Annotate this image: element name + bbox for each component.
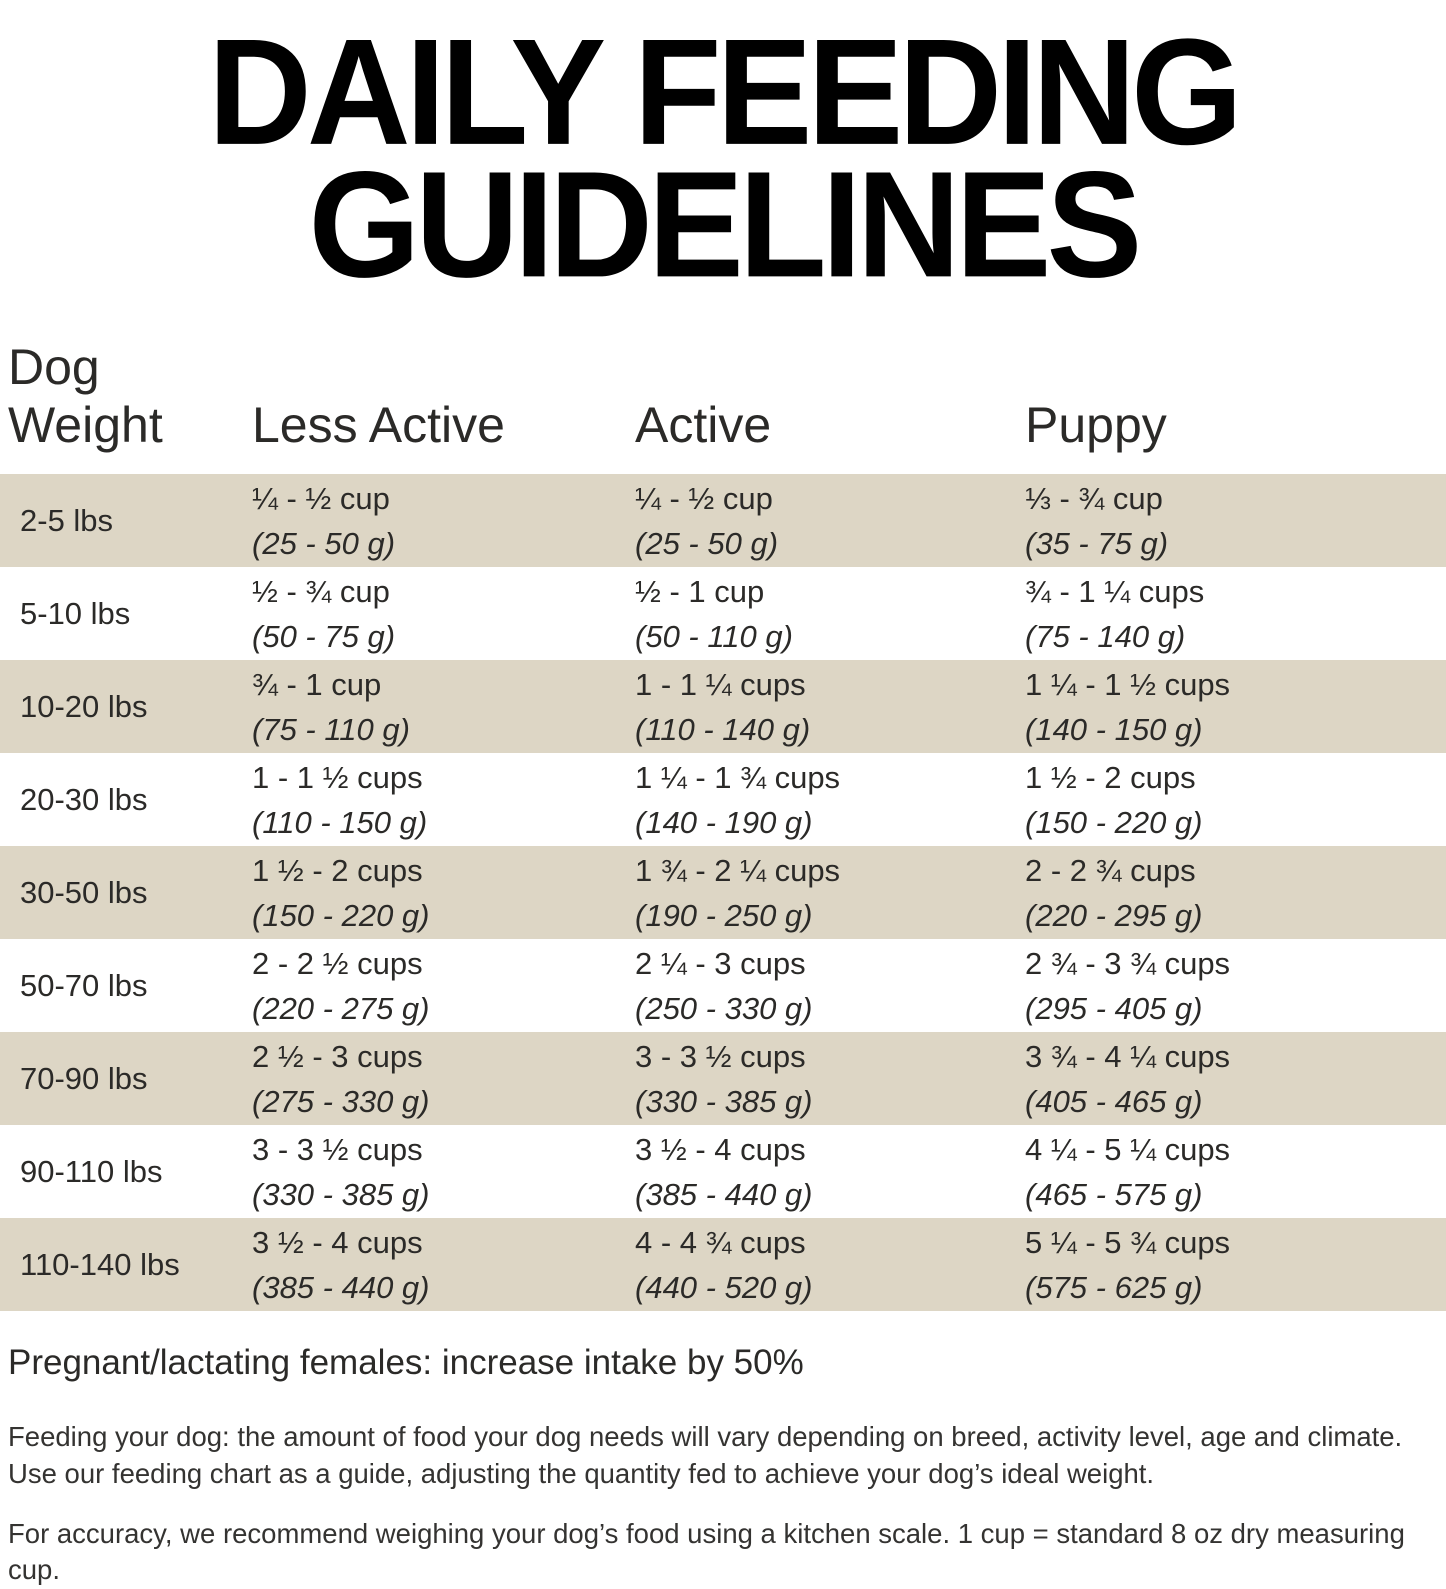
less-active-cell: [252, 941, 635, 1031]
less-active-cell: [252, 1034, 635, 1124]
active-grams: (440 - 520 g): [635, 1269, 813, 1305]
less-active-cups: 1 - 1 ½ cups: [252, 759, 423, 795]
active-cups: 3 - 3 ½ cups: [635, 1038, 806, 1074]
table-row: [0, 753, 1446, 846]
less-active-cups: ½ - ¾ cup: [252, 573, 390, 609]
table-row: [0, 567, 1446, 660]
table-row: [0, 1125, 1446, 1218]
active-cups: ¼ - ½ cup: [635, 480, 773, 516]
puppy-cups: 4 ¼ - 5 ¼ cups: [1025, 1131, 1231, 1167]
table-body: [0, 474, 1446, 1311]
active-grams: (330 - 385 g): [635, 1083, 813, 1119]
dog-weight-cell: 10-20 lbs: [20, 688, 148, 724]
less-active-grams: (220 - 275 g): [252, 990, 430, 1026]
feeding-note: Feeding your dog: the amount of food your dog needs will vary depending on breed, activity level, age and climate. Use our feeding chart as a guide, adjusting the quantity fed to achieve your dog’s ideal weight.: [8, 1421, 1403, 1489]
active-cups: 3 ½ - 4 cups: [635, 1131, 806, 1167]
less-active-grams: (275 - 330 g): [252, 1083, 430, 1119]
less-active-grams: (25 - 50 g): [252, 525, 396, 561]
puppy-grams: (575 - 625 g): [1025, 1269, 1203, 1305]
less-active-grams: (330 - 385 g): [252, 1176, 430, 1212]
active-grams: (50 - 110 g): [635, 618, 793, 654]
page-title-line1: DAILY FEEDING: [208, 8, 1238, 177]
less-active-cell: [252, 662, 635, 752]
dog-weight-cell: 20-30 lbs: [20, 781, 148, 817]
active-grams: (190 - 250 g): [635, 897, 813, 933]
less-active-cell: [252, 848, 635, 938]
active-cups: ½ - 1 cup: [635, 573, 765, 609]
less-active-cell: [252, 755, 635, 845]
dog-weight-cell: 30-50 lbs: [20, 874, 148, 910]
active-cups: 2 ¼ - 3 cups: [635, 945, 806, 981]
accuracy-note: For accuracy, we recommend weighing your dog’s food using a kitchen scale. 1 cup = standard 8 oz dry measuring cup.: [8, 1518, 1405, 1586]
less-active-cell: [252, 476, 635, 566]
active-cell: [635, 476, 1025, 566]
puppy-cups: 2 - 2 ¾ cups: [1025, 852, 1196, 888]
puppy-cell: [1025, 755, 1446, 845]
less-active-cell: [252, 1220, 635, 1310]
puppy-cell: [1025, 1220, 1446, 1310]
less-active-cups: 2 ½ - 3 cups: [252, 1038, 423, 1074]
dog-weight-cell: 70-90 lbs: [20, 1060, 148, 1096]
puppy-grams: (220 - 295 g): [1025, 897, 1203, 933]
table-row: [0, 1218, 1446, 1311]
column-header-puppy: Puppy: [1025, 397, 1167, 454]
puppy-cups: 3 ¾ - 4 ¼ cups: [1025, 1038, 1231, 1074]
dog-weight-cell: 90-110 lbs: [20, 1153, 163, 1189]
puppy-cups: 1 ¼ - 1 ½ cups: [1025, 666, 1231, 702]
puppy-cell: [1025, 1034, 1446, 1124]
column-header-dog-weight-line2: Weight: [8, 397, 163, 454]
puppy-cups: 2 ¾ - 3 ¾ cups: [1025, 945, 1231, 981]
active-cell: [635, 1034, 1025, 1124]
table-row: [0, 660, 1446, 753]
dog-weight-cell: 110-140 lbs: [20, 1246, 180, 1282]
active-grams: (385 - 440 g): [635, 1176, 813, 1212]
column-header-active: Active: [635, 397, 772, 454]
puppy-cell: [1025, 1127, 1446, 1217]
active-cups: 1 ¾ - 2 ¼ cups: [635, 852, 841, 888]
active-grams: (250 - 330 g): [635, 990, 813, 1026]
less-active-cups: 3 - 3 ½ cups: [252, 1131, 423, 1167]
column-header-dog-weight-line1: Dog: [8, 339, 100, 396]
active-cups: 1 - 1 ¼ cups: [635, 666, 806, 702]
active-cell: [635, 569, 1025, 659]
active-cups: 4 - 4 ¾ cups: [635, 1224, 806, 1260]
puppy-grams: (465 - 575 g): [1025, 1176, 1203, 1212]
column-header-less-active: Less Active: [252, 397, 505, 454]
table-row: [0, 939, 1446, 1032]
less-active-cell: [252, 1127, 635, 1217]
less-active-cell: [252, 569, 635, 659]
active-cell: [635, 941, 1025, 1031]
feeding-table: [0, 338, 1446, 1311]
active-cell: [635, 848, 1025, 938]
table-row: [0, 474, 1446, 567]
dog-weight-cell: 5-10 lbs: [20, 595, 131, 631]
less-active-cups: ¼ - ½ cup: [252, 480, 390, 516]
puppy-cups: ⅓ - ¾ cup: [1025, 480, 1163, 516]
puppy-cell: [1025, 476, 1446, 566]
active-cell: [635, 662, 1025, 752]
table-header-row: [0, 338, 1446, 474]
dog-weight-cell: 50-70 lbs: [20, 967, 148, 1003]
less-active-grams: (110 - 150 g): [252, 804, 428, 840]
puppy-cups: 5 ¼ - 5 ¾ cups: [1025, 1224, 1231, 1260]
active-grams: (140 - 190 g): [635, 804, 813, 840]
table-row: [0, 1032, 1446, 1125]
less-active-grams: (50 - 75 g): [252, 618, 396, 654]
puppy-grams: (295 - 405 g): [1025, 990, 1203, 1026]
puppy-grams: (405 - 465 g): [1025, 1083, 1203, 1119]
page-title: [22, 0, 1425, 310]
active-cell: [635, 755, 1025, 845]
less-active-cups: 1 ½ - 2 cups: [252, 852, 423, 888]
puppy-cell: [1025, 848, 1446, 938]
page-title-line2: GUIDELINES: [308, 140, 1138, 310]
active-cups: 1 ¼ - 1 ¾ cups: [635, 759, 841, 795]
puppy-grams: (150 - 220 g): [1025, 804, 1203, 840]
less-active-grams: (385 - 440 g): [252, 1269, 430, 1305]
active-cell: [635, 1127, 1025, 1217]
puppy-cell: [1025, 941, 1446, 1031]
puppy-cups: 1 ½ - 2 cups: [1025, 759, 1196, 795]
less-active-grams: (75 - 110 g): [252, 711, 410, 747]
puppy-cell: [1025, 569, 1446, 659]
active-grams: (110 - 140 g): [635, 711, 811, 747]
active-cell: [635, 1220, 1025, 1310]
dog-weight-cell: 2-5 lbs: [20, 502, 114, 538]
less-active-cups: ¾ - 1 cup: [252, 666, 382, 702]
puppy-grams: (140 - 150 g): [1025, 711, 1203, 747]
puppy-grams: (35 - 75 g): [1025, 525, 1169, 561]
active-grams: (25 - 50 g): [635, 525, 779, 561]
table-row: [0, 846, 1446, 939]
puppy-cell: [1025, 662, 1446, 752]
puppy-cups: ¾ - 1 ¼ cups: [1025, 573, 1205, 609]
less-active-grams: (150 - 220 g): [252, 897, 430, 933]
less-active-cups: 2 - 2 ½ cups: [252, 945, 423, 981]
puppy-grams: (75 - 140 g): [1025, 618, 1186, 654]
column-header-dog-weight: [0, 338, 252, 454]
less-active-cups: 3 ½ - 4 cups: [252, 1224, 423, 1260]
pregnant-note: Pregnant/lactating females: increase intake by 50%: [8, 1343, 804, 1383]
